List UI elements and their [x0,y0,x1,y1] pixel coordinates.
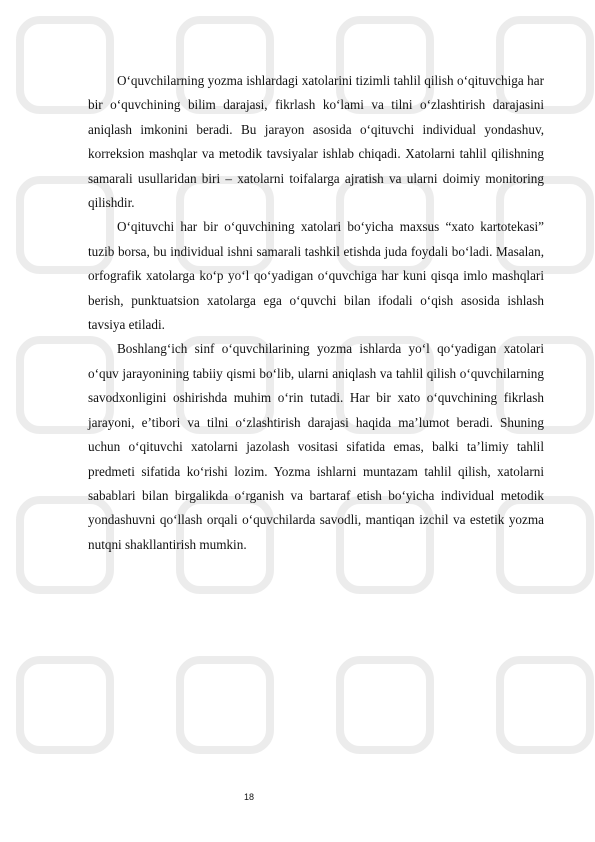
document-body [88,69,544,557]
paragraph-2: O‘qituvchi har bir o‘quvchining xatolari bo‘yicha maxsus “xato kartotekasi” tuzib borsa, bu individual ishni samarali tashkil etishda juda foydali bo‘ladi. Masalan, orfografik xatolarga ko‘p yo‘l qo‘yadigan o‘quvchiga har kuni qisqa imlo mashqlari berish, punktuatsion xatolarga ega o‘quvchi bilan ifodali o‘qish asosida ishlash tavsiya etiladi. [88,219,544,333]
page-number: 18 [244,792,255,802]
paragraph-3: Boshlang‘ich sinf o‘quvchilarining yozma ishlarda yo‘l qo‘yadigan xatolari o‘quv jarayonining tabiiy qismi bo‘lib, ularni aniqlash va tahlil qilish o‘quvchilarning savodxonligini oshirishda muhim o‘rin tutadi. Har bir xato o‘quvchining fikrlash jarayoni, e’tibori va tilni o‘zlashtirish darajasi haqida ma’lumot beradi. Shuning uchun o‘qituvchi xatolarni jazolash vositasi sifatida emas, balki ta’limiy tahlil predmeti sifatida ko‘rishi lozim. Yozma ishlarni muntazam tahlil qilish, xatolarni sabablari bilan birgalikda o‘rganish va bartaraf etish bo‘yicha individual metodik yondashuvni qo‘llash orqali o‘quvchilarda savodli, mantiqan izchil va estetik yozma nutqni shakllantirish mumkin. [88,341,544,552]
paragraph-1: O‘quvchilarning yozma ishlardagi xatolarini tizimli tahlil qilish o‘qituvchiga har bir o‘quvchining bilim darajasi, fikrlash ko‘lami va tilni o‘zlashtirish darajasini aniqlash imkonini beradi. Bu jarayon asosida o‘qituvchi individual yondashuv, korreksion mashqlar va metodik tavsiyalar ishlab chiqadi. Xatolarni tahlil qilishning samarali usullaridan biri – xatolarni toifalarga ajratish va ularni doimiy monitoring qilishdir. [88,73,544,211]
